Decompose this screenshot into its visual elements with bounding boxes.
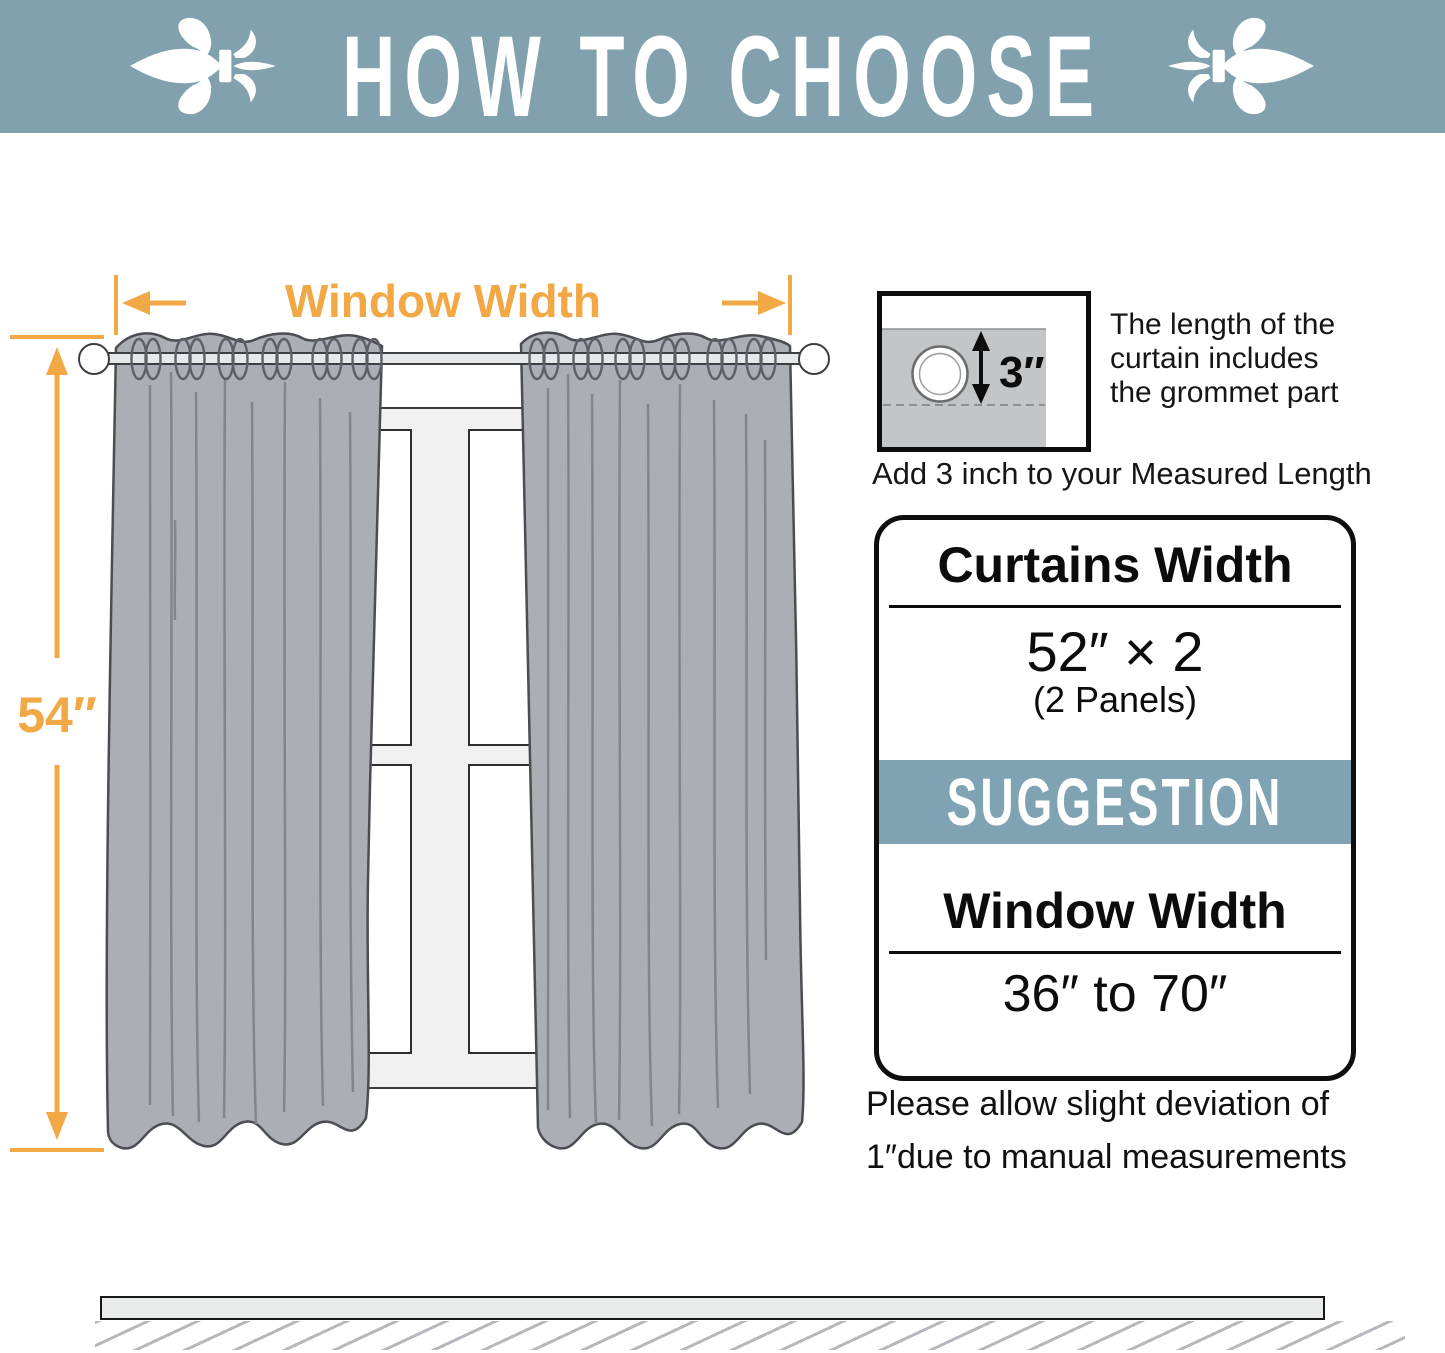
grommet-figure — [877, 291, 1091, 452]
deviation-note — [866, 1078, 1347, 1184]
arrow-down-icon — [46, 1112, 68, 1140]
header-banner — [0, 0, 1445, 141]
suggestion-card — [874, 515, 1356, 1081]
curtain-length-measure — [10, 337, 104, 1150]
rod-finial-left — [79, 344, 109, 374]
window-width-value: 36″ to 70″ — [1002, 965, 1228, 1023]
rod-finial-right — [799, 344, 829, 374]
fleur-de-lis-icon — [1164, 4, 1316, 128]
window-width-label: Window Width — [285, 275, 601, 327]
divider — [889, 605, 1341, 608]
window-width-measure — [116, 275, 790, 335]
curtain-length-label: 54″ — [17, 687, 97, 743]
page-title: HOW TO CHOOSE — [341, 12, 1104, 141]
curtains-width-detail: (2 Panels) — [1032, 679, 1198, 720]
suggestion-band-label: SUGGESTION — [946, 764, 1284, 840]
curtain-window-diagram — [0, 260, 850, 1270]
deviation-line: Please allow slight deviation of — [866, 1085, 1330, 1123]
caption-line: curtain includes — [1110, 342, 1319, 375]
floor-bar — [100, 1296, 1325, 1320]
window-width-heading: Window Width — [943, 883, 1287, 939]
grommet-note: Add 3 inch to your Measured Length — [872, 456, 1372, 491]
arrow-right-icon — [758, 291, 786, 315]
curtains-width-heading: Curtains Width — [937, 537, 1293, 593]
caption-line: the grommet part — [1110, 376, 1339, 409]
caption-line: The length of the — [1110, 308, 1336, 341]
arrow-left-icon — [122, 291, 150, 315]
fleur-de-lis-icon — [128, 4, 280, 128]
suggestion-band — [879, 760, 1351, 844]
floor-hatching — [95, 1321, 1405, 1350]
deviation-line: 1″due to manual measurements — [866, 1138, 1347, 1176]
curtain-panel-right — [521, 333, 804, 1149]
curtains-width-value: 52″ × 2 — [1026, 620, 1204, 683]
divider — [889, 951, 1341, 954]
curtain-panel-left — [107, 333, 382, 1148]
grommet-caption — [1110, 308, 1338, 410]
grommet-height-label: 3″ — [999, 348, 1045, 397]
